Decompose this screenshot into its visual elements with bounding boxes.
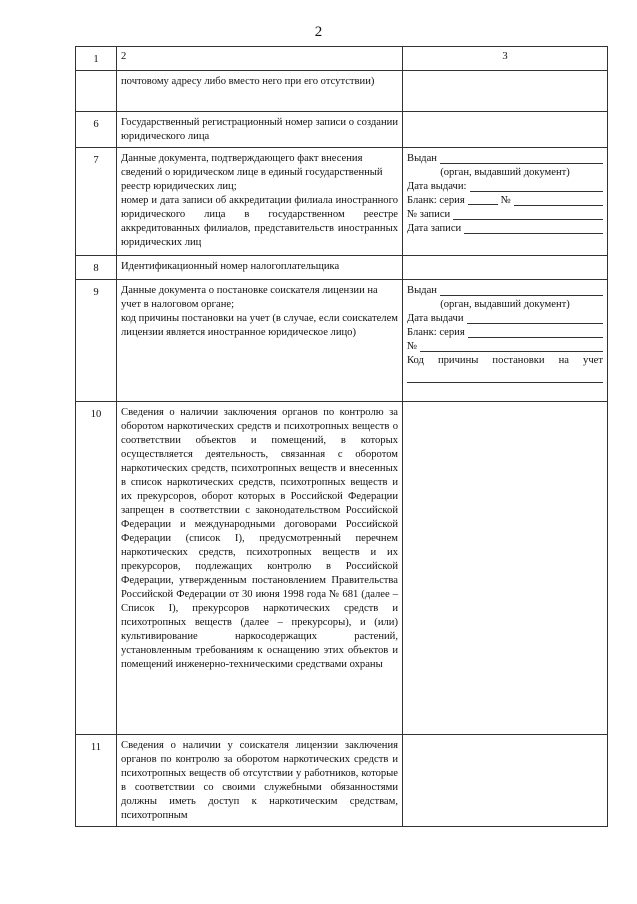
table-header-row xyxy=(76,47,608,71)
number-sign: № xyxy=(407,341,418,352)
issue-date-label: Дата выдачи: xyxy=(407,181,467,192)
table-row xyxy=(76,148,608,256)
issuer-note: (орган, выдавший документ) xyxy=(440,299,570,310)
row-number: 7 xyxy=(76,148,117,256)
row-text: Идентификационный номер налогоплательщика xyxy=(117,256,403,280)
issued-blank[interactable] xyxy=(440,284,603,296)
record-no-blank[interactable] xyxy=(453,208,603,220)
record-date-label: Дата записи xyxy=(407,223,462,234)
table-row xyxy=(76,71,608,112)
row-number: 6 xyxy=(76,112,117,148)
number-blank[interactable] xyxy=(420,340,603,352)
table-row xyxy=(76,280,608,402)
kpp-label: Код причины постановки на учет xyxy=(407,355,603,366)
header-col-2: 2 xyxy=(117,47,403,71)
table-row xyxy=(76,112,608,148)
number-blank[interactable] xyxy=(514,194,603,206)
row-value xyxy=(403,735,608,827)
form-series-label: Бланк: серия xyxy=(407,195,465,206)
issued-label: Выдан xyxy=(407,153,437,164)
table-row xyxy=(76,256,608,280)
table-row xyxy=(76,735,608,827)
row-text-part: номер и дата записи об аккредитации филиала иностранного юридического лица в государственном реестре аккредитованных филиалов, представительств иностранных юридических лиц xyxy=(121,195,398,248)
application-form-table xyxy=(75,46,608,827)
row-number: 9 xyxy=(76,280,117,402)
row-text-part: Данные документа, подтверждающего факт внесения сведений о юридическом лице в единый государственный реестр юридических лиц; xyxy=(121,153,383,192)
row-value xyxy=(403,112,608,148)
row-text-part: код причины постановки на учет (в случае, если соискателем лицензии является иностранное юридическое лицо) xyxy=(121,313,398,338)
series-blank[interactable] xyxy=(468,326,603,338)
form-series-label: Бланк: серия xyxy=(407,327,465,338)
row-value xyxy=(403,71,608,112)
row-text xyxy=(117,148,403,256)
issue-date-line xyxy=(407,312,603,326)
issue-date-blank[interactable] xyxy=(470,180,604,192)
kpp-blank[interactable] xyxy=(407,370,603,383)
row-number: 10 xyxy=(76,402,117,735)
issue-date-label: Дата выдачи xyxy=(407,313,464,324)
row-number: 11 xyxy=(76,735,117,827)
form-series-line xyxy=(407,194,603,208)
row-text: почтовому адресу либо вместо него при его отсутствии) xyxy=(117,71,403,112)
row-text: Сведения о наличии заключения органов по контролю за оборотом наркотических средств и психотропных веществ о соответствии объектов и помещений, в которых осуществляется деятельность, связанная с оборотом наркотических средств, психотропных веществ и внесенных в список наркотических средств, психотропных веществ и их прекурсоров, оборот которых в Российской Федерации запрещен в соответствии с законодательством Российской Федерации и международными договорами Российской Федерации (список I), предусмотренный перечнем наркотических средств, психотропных веществ и их прекурсоров, подлежащих контролю в Российской Федерации, утвержденным постановлением Правительства Российской Федерации от 30 июня 1998 года № 681 (далее – Список I), прекурсоров наркотических средств и психотропных веществ (далее – прекурсоры), и (или) культивирование наркосодержащих растений, установленным требованиям к оснащению этих объектов и помещений инженерно-техническими средствами охраны xyxy=(117,402,403,735)
number-sign: № xyxy=(500,195,511,206)
row-text xyxy=(117,280,403,402)
issuer-note: (орган, выдавший документ) xyxy=(440,167,570,178)
row-text: Государственный регистрационный номер записи о создании юридического лица xyxy=(117,112,403,148)
record-date-blank[interactable] xyxy=(464,222,603,234)
issue-date-line xyxy=(407,180,603,194)
row-text: Сведения о наличии у соискателя лицензии заключения органов по контролю за оборотом наркотических средств и психотропных веществ об отсутствии у работников, которые в соответствии со своими служебными обязанностями должны иметь доступ к наркотическим средствам, психотропным xyxy=(117,735,403,827)
row-text-part: Данные документа о постановке соискателя лицензии на учет в налоговом органе; xyxy=(121,285,378,310)
row-number: 8 xyxy=(76,256,117,280)
number-line xyxy=(407,340,603,354)
row-value xyxy=(403,280,608,402)
issued-label: Выдан xyxy=(407,285,437,296)
form-series-line xyxy=(407,326,603,340)
issue-date-blank[interactable] xyxy=(467,312,603,324)
issued-blank[interactable] xyxy=(440,152,603,164)
issued-line xyxy=(407,152,603,166)
header-col-3: 3 xyxy=(403,47,608,71)
row-number xyxy=(76,71,117,112)
record-no-label: № записи xyxy=(407,209,451,220)
row-value xyxy=(403,148,608,256)
header-col-1: 1 xyxy=(76,47,117,71)
series-blank[interactable] xyxy=(468,194,498,205)
issued-line xyxy=(407,284,603,298)
page-number: 2 xyxy=(314,24,323,40)
record-no-line xyxy=(407,208,603,222)
row-value xyxy=(403,402,608,735)
table-row xyxy=(76,402,608,735)
record-date-line xyxy=(407,222,603,236)
row-value xyxy=(403,256,608,280)
